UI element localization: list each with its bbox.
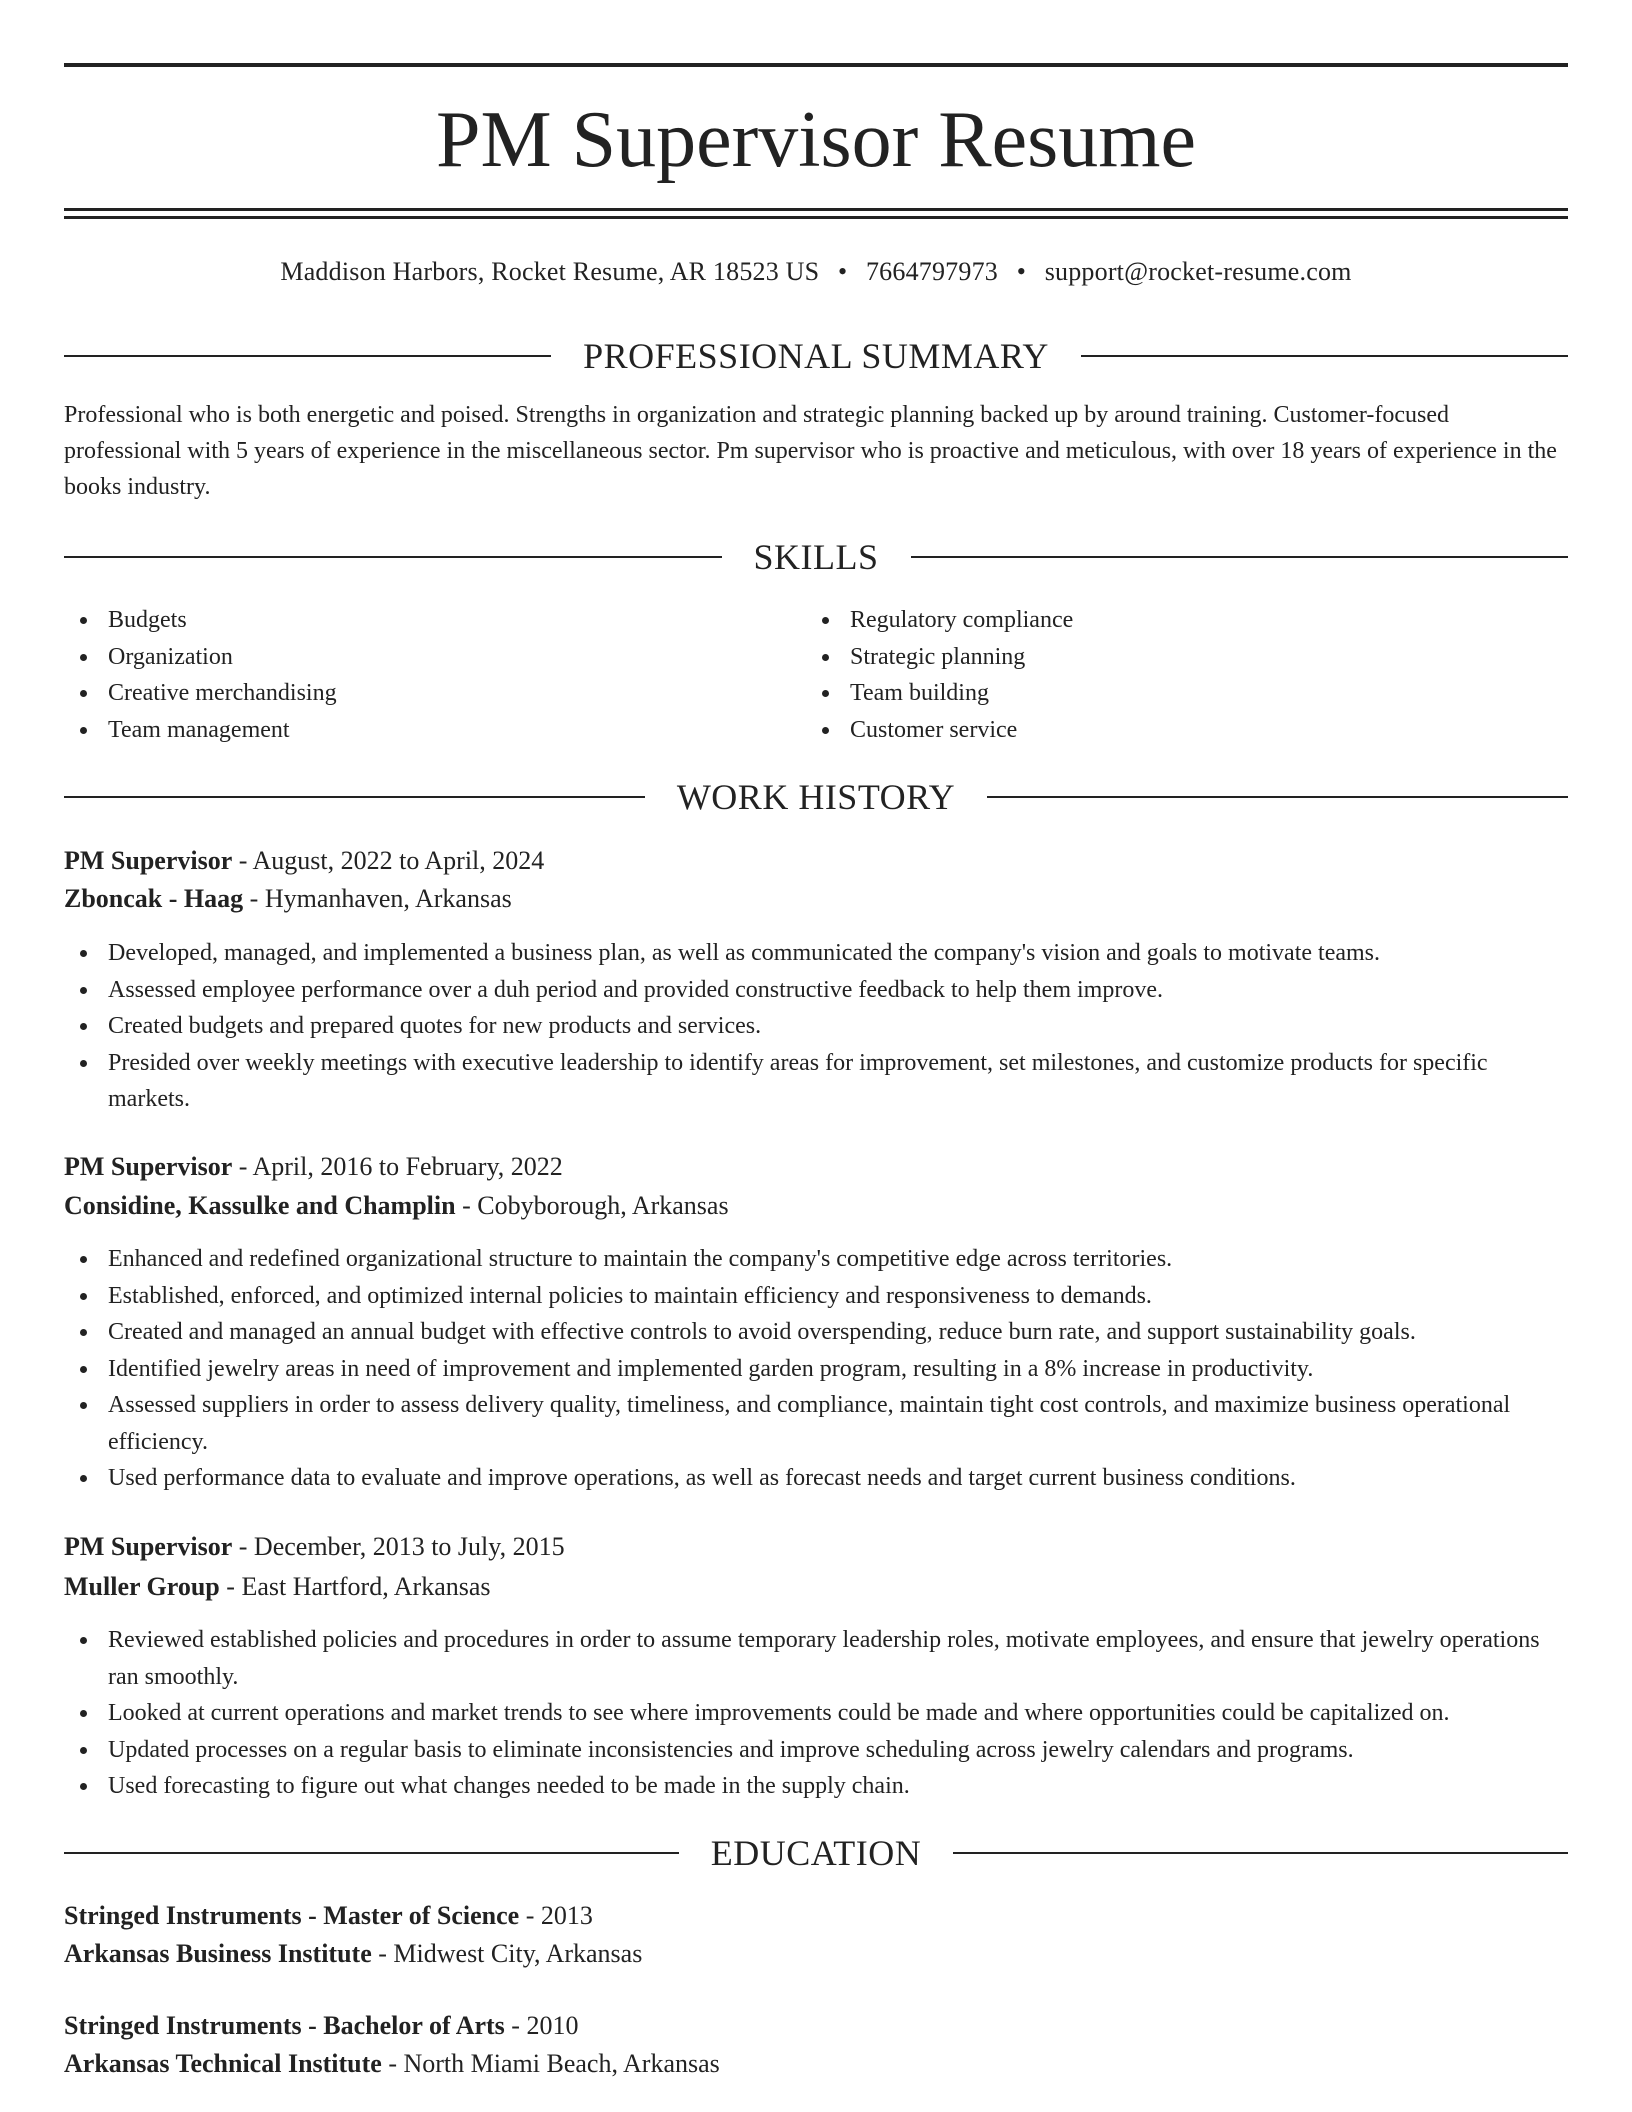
job-bullet: Enhanced and redefined organizational structure to maintain the company's competitive edge across territories. [64, 1241, 1568, 1278]
job-bullet: Created and managed an annual budget with effective controls to avoid overspending, reduce burn rate, and support sustainability goals. [64, 1314, 1568, 1351]
job-bullet: Presided over weekly meetings with executive leadership to identify areas for improvement, set milestones, and customize products for specific markets. [64, 1045, 1568, 1118]
job-dates: - April, 2016 to February, 2022 [232, 1152, 563, 1181]
job-bullet: Developed, managed, and implemented a business plan, as well as communicated the company's vision and goals to motivate teams. [64, 935, 1568, 972]
heading-rule-right [1081, 355, 1568, 357]
education-school: Arkansas Business Institute [64, 1939, 372, 1968]
heading-rule-right [987, 796, 1568, 798]
job-dates: - December, 2013 to July, 2015 [232, 1532, 565, 1561]
heading-rule-right [911, 556, 1569, 558]
job-location: - Cobyborough, Arkansas [455, 1191, 729, 1220]
top-rule [64, 63, 1568, 67]
skill-item: Regulatory compliance [806, 602, 1506, 639]
education-school-line [64, 1936, 1568, 1972]
skill-item: Creative merchandising [64, 675, 764, 712]
job-company-line [64, 1188, 1568, 1224]
education-year: - 2010 [504, 2011, 579, 2040]
job-bullet: Updated processes on a regular basis to eliminate inconsistencies and improve scheduling across jewelry calendars and programs. [64, 1732, 1568, 1769]
section-heading-education [64, 1831, 1568, 1875]
heading-rule-left [64, 1852, 679, 1854]
title-double-rule-upper [64, 208, 1568, 211]
section-heading-label: WORK HISTORY [676, 777, 956, 817]
job-bullets [64, 1622, 1568, 1805]
contact-separator: • [837, 257, 848, 286]
skills-list-right [806, 602, 1506, 748]
job-title: PM Supervisor [64, 1532, 233, 1561]
job-bullet: Created budgets and prepared quotes for new products and services. [64, 1008, 1568, 1045]
heading-rule-left [64, 355, 551, 357]
education-degree-line [64, 1898, 1568, 1934]
section-heading-label: EDUCATION [710, 1833, 922, 1873]
job-bullets [64, 935, 1568, 1118]
section-heading-summary [64, 334, 1568, 378]
job-bullet: Used performance data to evaluate and improve operations, as well as forecast needs and target current business conditions. [64, 1460, 1568, 1497]
job-bullet: Reviewed established policies and procedures in order to assume temporary leadership roles, motivate employees, and ensure that jewelry operations ran smoothly. [64, 1622, 1568, 1695]
contact-line [64, 254, 1568, 290]
job-location: - Hymanhaven, Arkansas [243, 884, 512, 913]
heading-rule-right [953, 1852, 1568, 1854]
summary-text: Professional who is both energetic and poised. Strengths in organization and strategic planning backed up by around training. Customer-focused professional with 5 years of experience in the miscellaneous sector. Pm supervisor who is proactive and meticulous, with over 18 years of experience in the books industry. [64, 402, 1557, 500]
skill-item: Organization [64, 639, 764, 676]
job-bullet: Assessed employee performance over a duh period and provided constructive feedback to help them improve. [64, 972, 1568, 1009]
education-location: - Midwest City, Arkansas [371, 1939, 643, 1968]
education-degree: Stringed Instruments - Master of Science [64, 1901, 520, 1930]
job-company-line [64, 881, 1568, 917]
education-location: - North Miami Beach, Arkansas [381, 2049, 720, 2078]
skill-item: Customer service [806, 712, 1506, 749]
resume-title: PM Supervisor Resume [436, 96, 1196, 184]
job-title: PM Supervisor [64, 846, 233, 875]
job-bullet: Assessed suppliers in order to assess delivery quality, timeliness, and compliance, maintain tight cost controls, and maximize business operational efficiency. [64, 1387, 1568, 1460]
title-double-rule-lower [64, 216, 1568, 219]
section-heading-label: PROFESSIONAL SUMMARY [583, 336, 1049, 376]
contact-address: Maddison Harbors, Rocket Resume, AR 18523 US [280, 257, 820, 286]
job-bullet: Looked at current operations and market trends to see where improvements could be made and where opportunities could be capitalized on. [64, 1695, 1568, 1732]
contact-separator: • [1016, 257, 1026, 286]
skill-item: Strategic planning [806, 639, 1506, 676]
contact-email: support@rocket-resume.com [1044, 257, 1352, 286]
job-title-line [64, 843, 1568, 879]
job-bullets [64, 1241, 1568, 1497]
skills-list-left [64, 602, 764, 748]
education-year: - 2013 [519, 1901, 593, 1930]
contact-phone: 7664797973 [865, 257, 998, 286]
job-dates: - August, 2022 to April, 2024 [232, 846, 545, 875]
education-degree: Stringed Instruments - Bachelor of Arts [64, 2011, 505, 2040]
heading-rule-left [64, 796, 645, 798]
education-school-line [64, 2046, 1568, 2082]
section-heading-work-history [64, 775, 1568, 819]
job-company: Muller Group [64, 1572, 220, 1601]
skill-item: Team management [64, 712, 764, 749]
job-title-line [64, 1149, 1568, 1185]
job-location: - East Hartford, Arkansas [219, 1572, 491, 1601]
section-heading-skills [64, 535, 1568, 579]
skill-item: Team building [806, 675, 1506, 712]
education-degree-line [64, 2008, 1568, 2044]
heading-rule-left [64, 556, 722, 558]
job-company: Considine, Kassulke and Champlin [64, 1191, 456, 1220]
job-bullet: Used forecasting to figure out what changes needed to be made in the supply chain. [64, 1768, 1568, 1805]
job-company: Zboncak - Haag [64, 884, 244, 913]
skill-item: Budgets [64, 602, 764, 639]
job-bullet: Established, enforced, and optimized internal policies to maintain efficiency and responsiveness to demands. [64, 1278, 1568, 1315]
job-company-line [64, 1569, 1568, 1605]
education-school: Arkansas Technical Institute [64, 2049, 382, 2078]
job-title: PM Supervisor [64, 1152, 233, 1181]
section-heading-label: SKILLS [753, 537, 879, 577]
job-bullet: Identified jewelry areas in need of improvement and implemented garden program, resulting in a 8% increase in productivity. [64, 1351, 1568, 1388]
job-title-line [64, 1529, 1568, 1565]
